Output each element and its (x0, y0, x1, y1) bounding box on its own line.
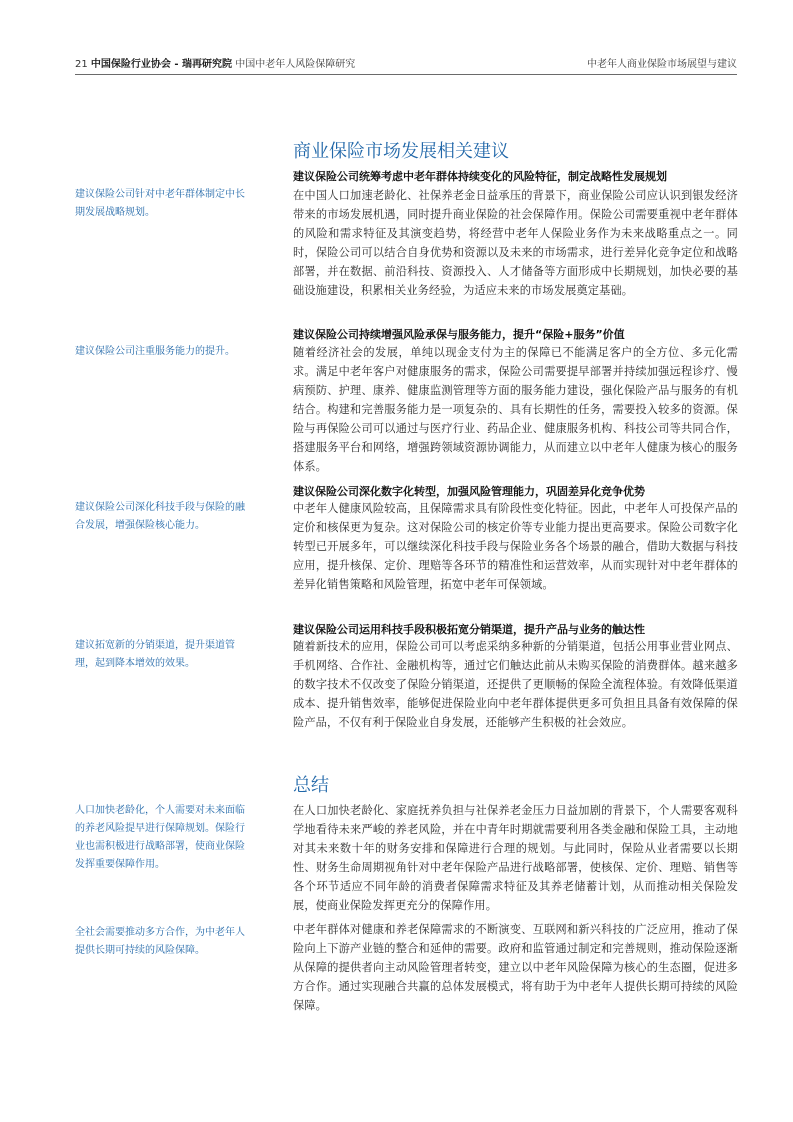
paragraph: 在中国人口加速老龄化、社保养老金日益承压的背景下，商业保险公司应认识到银发经济带来的市场发展机遇，同时提升商业保险的社会保障作用。保险公司需要重视中老年群体的风险和需求特征及其演变趋势，将经营中老年人保险业务作为未来战略重点之一。同时，保险公司可以结合自身优势和资源以及未来的市场需求，进行差异化竞争定位和战略部署，并在数据、前沿科技、资源投入、人才储备等方面形成中长期规划，加快必要的基础设施建设，积累相关业务经验，为适应未来的市场发展奠定基础。 (293, 189, 738, 297)
subsection-heading: 建议保险公司运用科技手段积极拓宽分销渠道，提升产品与业务的触达性 (293, 623, 645, 636)
subsection-heading: 建议保险公司深化数字化转型，加强风险管理能力，巩固差异化竞争优势 (293, 485, 645, 498)
paragraph: 随着经济社会的发展，单纯以现金支付为主的保障已不能满足客户的全方位、多元化需求。满足中老年客户对健康服务的需求，保险公司需要提早部署并持续加强远程诊疗、慢病预防、护理、康养、健康监测管理等方面的服务能力建设，强化保险产品与服务的有机结合。构建和完善服务能力是一项复杂的、具有长期性的任务，需要投入较多的资源。保险与再保险公司可以通过与医疗行业、药品企业、健康服务机构、科技公司等共同合作，搭建服务平台和网络，增强跨领域资源协调能力，从而建立以中老年人健康为核心的服务体系。 (293, 346, 738, 473)
side-note: 建议保险公司针对中老年群体制定中长期发展战略规划。 (75, 189, 245, 218)
header-divider (75, 74, 737, 75)
header-org: 中国保险行业协会 - 瑞再研究院 (90, 59, 233, 70)
side-note: 全社会需要推动多方合作，为中老年人提供长期可持续的风险保障。 (75, 927, 245, 956)
section-title-recommendations: 商业保险市场发展相关建议 (293, 141, 509, 162)
side-note: 人口加快老龄化，个人需要对未来面临的养老风险提早进行保障规划。保险行业也需积极进行战略部署，使商业保险发挥重要保障作用。 (75, 805, 245, 870)
side-note: 建议保险公司深化科技手段与保险的融合发展，增强保险核心能力。 (75, 502, 245, 531)
header-report: 中国中老年人风险保障研究 (235, 59, 356, 70)
side-note: 建议拓宽新的分销渠道，提升渠道管理，起到降本增效的效果。 (75, 640, 235, 669)
header-chapter: 中老年人商业保险市场展望与建议 (587, 59, 737, 70)
section-title-summary: 总结 (293, 775, 329, 796)
page-number: 21 (75, 59, 88, 70)
header-left (75, 55, 355, 70)
paragraph: 在人口加快老龄化、家庭抚养负担与社保养老金压力日益加剧的背景下，个人需要客观科学地看待未来严峻的养老风险，并在中青年时期就需要利用各类金融和保险工具，主动地对其未来数十年的财务安排和保障进行合理的规划。与此同时，保险从业者需要以长期性、财务生命周期视角针对中老年保险产品进行战略部署，使核保、定价、理赔、销售等各个环节适应不同年龄的消费者保障需求特征及其养老储蓄计划，从而推动相关保险发展，使商业保险发挥更充分的保障作用。 (293, 804, 738, 912)
paragraph: 中老年人健康风险较高，且保障需求具有阶段性变化特征。因此，中老年人可投保产品的定价和核保更为复杂。这对保险公司的核定价等专业能力提出更高要求。保险公司数字化转型已开展多年，可以继续深化科技手段与保险业务各个场景的融合，借助大数据与科技应用，提升核保、定价、理赔等各环节的精准性和运营效率，从而实现针对中老年群体的差异化销售策略和风险管理，拓宽中老年可保领域。 (293, 502, 738, 591)
subsection-heading: 建议保险公司统筹考虑中老年群体持续变化的风险特征，制定战略性发展规划 (293, 170, 667, 183)
side-note: 建议保险公司注重服务能力的提升。 (75, 346, 235, 357)
paragraph: 随着新技术的应用，保险公司可以考虑采纳多种新的分销渠道，包括公用事业营业网点、手机网络、合作社、金融机构等，通过它们触达此前从未购买保险的消费群体。越来越多的数字技术不仅改变了保险分销渠道，还提供了更顺畅的保险全流程体验。有效降低渠道成本、提升销售效率，能够促进保险业向中老年群体提供更多可负担且具备有效保障的保险产品，不仅有利于保险业自身发展，还能够产生积极的社会效应。 (293, 640, 738, 729)
paragraph: 中老年群体对健康和养老保障需求的不断演变、互联网和新兴科技的广泛应用，推动了保险向上下游产业链的整合和延伸的需要。政府和监管通过制定和完善规则，推动保险逐渐从保障的提供者向主动风险管理者转变，建立以中老年风险保障为核心的生态圈，促进多方合作。通过实现融合共赢的总体发展模式，将有助于为中老年人提供长期可持续的风险保障。 (293, 923, 738, 1012)
subsection-heading: 建议保险公司持续增强风险承保与服务能力，提升“保险+服务”价值 (293, 328, 625, 341)
running-header (0, 55, 793, 69)
